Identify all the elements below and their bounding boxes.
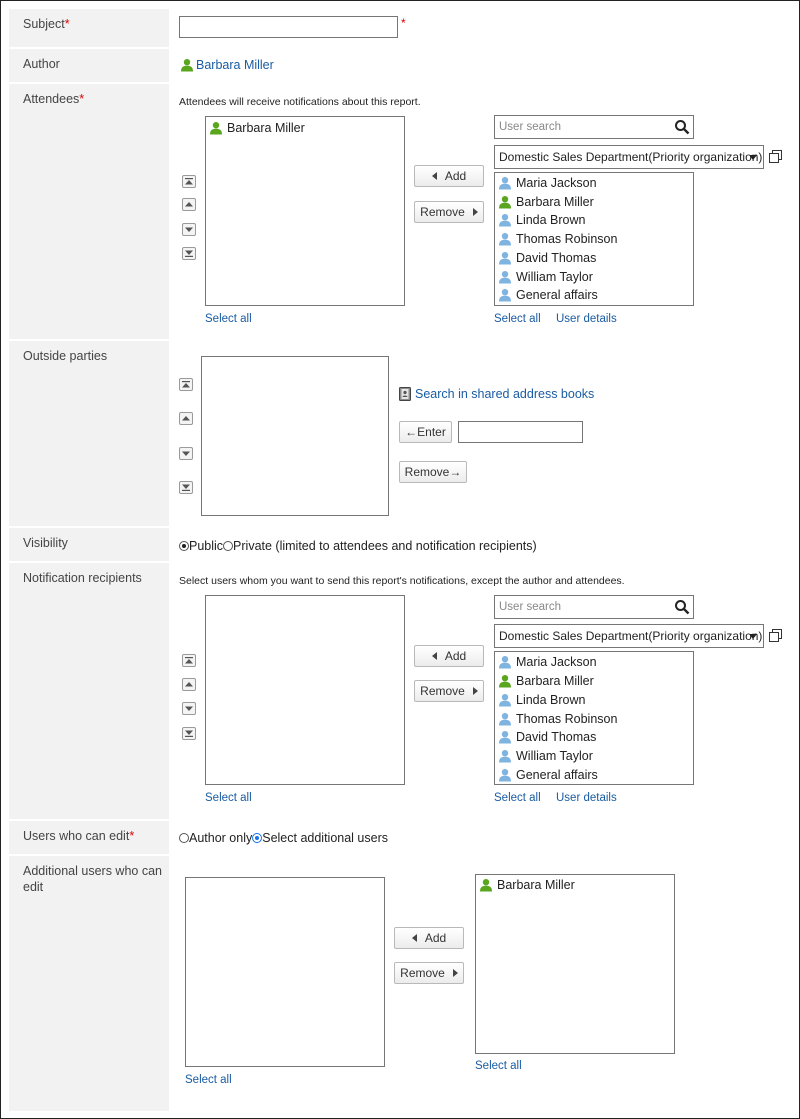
user-icon <box>498 768 512 782</box>
chevron-down-icon <box>749 634 757 639</box>
visibility-options <box>179 539 537 553</box>
additional-editors-remove-button[interactable] <box>394 962 464 984</box>
arrow-right-icon <box>453 969 458 977</box>
list-item-label: Maria Jackson <box>516 655 597 669</box>
user-icon <box>498 176 512 190</box>
list-item[interactable] <box>498 230 617 248</box>
list-item[interactable] <box>498 710 617 728</box>
list-item[interactable] <box>498 268 593 286</box>
attendees-select-all-link[interactable]: Select all <box>205 313 252 325</box>
move-top-button[interactable] <box>179 378 193 391</box>
notification-selected-list[interactable] <box>205 595 405 785</box>
subject-required-mark: * <box>401 16 406 30</box>
notification-recipients-label: Notification recipients <box>23 571 142 585</box>
outside-party-input[interactable] <box>458 421 583 443</box>
attendees-organization-select[interactable] <box>494 145 764 169</box>
list-item-label: Linda Brown <box>516 213 586 227</box>
list-item[interactable] <box>498 691 586 709</box>
move-top-icon <box>185 657 193 664</box>
list-item-label: William Taylor <box>516 749 593 763</box>
move-bottom-button[interactable] <box>182 727 196 740</box>
user-icon <box>498 693 512 707</box>
public-option-label[interactable]: Public <box>189 539 224 553</box>
move-up-icon <box>185 201 193 208</box>
move-up-button[interactable] <box>182 198 196 211</box>
move-bottom-button[interactable] <box>182 247 196 260</box>
author-only-radio[interactable] <box>179 833 189 843</box>
user-icon <box>498 213 512 227</box>
list-item-label: General affairs <box>516 768 598 782</box>
user-icon <box>498 251 512 265</box>
private-radio[interactable] <box>223 541 233 551</box>
list-item-label: General affairs <box>516 288 598 302</box>
private-option-label[interactable]: Private (limited to attendees and notification recipients) <box>233 539 537 553</box>
users-who-can-edit-label-cell <box>9 821 169 854</box>
list-item[interactable] <box>498 286 598 304</box>
search-placeholder: User search <box>499 121 561 133</box>
subject-label-cell <box>9 9 169 47</box>
list-item-label: Maria Jackson <box>516 176 597 190</box>
search-icon[interactable] <box>674 119 690 135</box>
list-item[interactable] <box>479 876 575 894</box>
visibility-label: Visibility <box>23 536 68 550</box>
open-window-icon[interactable] <box>769 150 782 163</box>
list-item-label: Barbara Miller <box>227 121 305 135</box>
arrow-right-icon <box>473 208 478 216</box>
attendees-candidate-list[interactable] <box>494 172 694 306</box>
chevron-down-icon <box>749 155 757 160</box>
required-mark: * <box>64 17 70 31</box>
move-up-button[interactable] <box>179 412 193 425</box>
move-bottom-button[interactable] <box>179 481 193 494</box>
move-top-icon <box>185 178 193 185</box>
subject-input[interactable] <box>179 16 398 38</box>
additional-editors-label: Additional users who can edit <box>23 864 162 894</box>
search-placeholder: User search <box>499 601 561 613</box>
arrow-left-icon <box>432 652 437 660</box>
outside-parties-label: Outside parties <box>23 349 108 363</box>
organization-label: Domestic Sales Department(Priority organization) <box>499 629 763 643</box>
select-additional-users-label[interactable]: Select additional users <box>262 831 389 845</box>
attendees-candidates-select-all-link[interactable]: Select all <box>494 313 541 325</box>
attendees-remove-button[interactable] <box>414 201 484 223</box>
author-only-label[interactable]: Author only <box>189 831 253 845</box>
remove-button-label: Remove <box>400 966 445 980</box>
user-icon <box>498 749 512 763</box>
additional-editors-right-select-all-link[interactable]: Select all <box>475 1060 522 1072</box>
move-down-icon <box>185 705 193 712</box>
attendees-selected-list[interactable] <box>205 116 405 306</box>
user-icon <box>498 195 512 209</box>
list-item-label: Thomas Robinson <box>516 712 618 726</box>
move-down-button[interactable] <box>179 447 193 460</box>
add-button-label: Add <box>424 931 447 945</box>
outside-parties-list[interactable] <box>201 356 389 516</box>
user-icon <box>498 730 512 744</box>
user-icon <box>209 121 223 135</box>
list-item[interactable] <box>498 766 598 784</box>
move-down-button[interactable] <box>182 223 196 236</box>
outside-parties-label-cell <box>9 341 169 526</box>
attendees-label-cell <box>9 84 169 339</box>
remove-button-label: Remove <box>420 205 465 219</box>
attendees-user-details-link[interactable]: User details <box>556 313 617 325</box>
list-item[interactable] <box>498 653 597 671</box>
move-down-icon <box>185 226 193 233</box>
search-icon[interactable] <box>674 599 690 615</box>
notification-add-button[interactable] <box>414 645 484 667</box>
author-user[interactable] <box>180 58 274 72</box>
list-item-label: Thomas Robinson <box>516 232 618 246</box>
open-window-icon[interactable] <box>769 629 782 642</box>
remove-button-label: Remove→ <box>404 465 462 479</box>
move-up-icon <box>182 415 190 422</box>
add-button-label: Add <box>444 169 467 183</box>
select-additional-users-radio[interactable] <box>252 833 262 843</box>
enter-button[interactable] <box>399 421 452 443</box>
additional-editors-label-cell <box>9 856 169 1111</box>
search-address-books-link[interactable]: Search in shared address books <box>415 387 595 401</box>
remove-button-label: Remove <box>420 684 465 698</box>
move-up-icon <box>185 681 193 688</box>
attendees-note: Attendees will receive notifications about this report. <box>179 96 421 108</box>
list-item-label: Barbara Miller <box>516 674 594 688</box>
additional-editors-add-button[interactable] <box>394 927 464 949</box>
list-item[interactable] <box>209 119 305 137</box>
add-button-label: Add <box>444 649 467 663</box>
user-icon <box>498 288 512 302</box>
required-mark: * <box>129 829 135 843</box>
list-item-label: Barbara Miller <box>497 878 575 892</box>
arrow-right-icon <box>473 687 478 695</box>
notification-organization-select[interactable] <box>494 624 764 648</box>
author-label-cell <box>9 49 169 82</box>
address-book-search[interactable] <box>399 387 594 401</box>
notification-select-all-link[interactable]: Select all <box>205 792 252 804</box>
list-item[interactable] <box>498 193 594 211</box>
address-book-icon <box>399 387 412 401</box>
subject-label: Subject <box>23 17 65 31</box>
move-up-button[interactable] <box>182 678 196 691</box>
author-name-link[interactable]: Barbara Miller <box>196 58 274 72</box>
user-icon <box>498 674 512 688</box>
edit-permission-options <box>179 831 388 845</box>
user-icon <box>180 58 194 72</box>
organization-label: Domestic Sales Department(Priority organization) <box>499 150 763 164</box>
list-item-label: Linda Brown <box>516 693 586 707</box>
user-icon <box>498 655 512 669</box>
arrow-left-icon <box>432 172 437 180</box>
list-item[interactable] <box>498 174 597 192</box>
notification-label-cell <box>9 563 169 819</box>
list-item-label: Barbara Miller <box>516 195 594 209</box>
users-who-can-edit-label: Users who can edit <box>23 829 130 843</box>
notification-user-details-link[interactable]: User details <box>556 792 617 804</box>
list-item[interactable] <box>498 211 586 229</box>
list-item[interactable] <box>498 728 596 746</box>
move-top-icon <box>182 381 190 388</box>
list-item[interactable] <box>498 672 594 690</box>
outside-remove-button[interactable] <box>399 461 467 483</box>
move-top-button[interactable] <box>182 654 196 667</box>
move-bottom-icon <box>185 730 193 737</box>
visibility-label-cell <box>9 528 169 561</box>
enter-button-label: ←Enter <box>405 425 446 439</box>
additional-editors-candidate-list[interactable] <box>185 877 385 1067</box>
arrow-left-icon <box>412 934 417 942</box>
attendees-add-button[interactable] <box>414 165 484 187</box>
list-item-label: David Thomas <box>516 730 597 744</box>
public-radio[interactable] <box>179 541 189 551</box>
required-mark: * <box>79 92 85 106</box>
notification-remove-button[interactable] <box>414 680 484 702</box>
list-item-label: William Taylor <box>516 270 593 284</box>
list-item[interactable] <box>498 747 593 765</box>
list-item-label: David Thomas <box>516 251 597 265</box>
notification-candidate-list[interactable] <box>494 651 694 785</box>
notification-candidates-select-all-link[interactable]: Select all <box>494 792 541 804</box>
user-icon <box>498 270 512 284</box>
attendees-label: Attendees <box>23 92 80 106</box>
move-down-button[interactable] <box>182 702 196 715</box>
move-bottom-icon <box>182 484 190 491</box>
additional-editors-left-select-all-link[interactable]: Select all <box>185 1074 232 1086</box>
notification-user-search[interactable] <box>494 595 694 619</box>
user-icon <box>479 878 493 892</box>
notification-note: Select users whom you want to send this report's notifications, except the author and attendees. <box>179 575 625 587</box>
move-down-icon <box>182 450 190 457</box>
move-bottom-icon <box>185 250 193 257</box>
move-top-button[interactable] <box>182 175 196 188</box>
attendees-user-search[interactable] <box>494 115 694 139</box>
user-icon <box>498 712 512 726</box>
author-label: Author <box>23 57 60 71</box>
user-icon <box>498 232 512 246</box>
additional-editors-selected-list[interactable] <box>475 874 675 1054</box>
list-item[interactable] <box>498 249 596 267</box>
